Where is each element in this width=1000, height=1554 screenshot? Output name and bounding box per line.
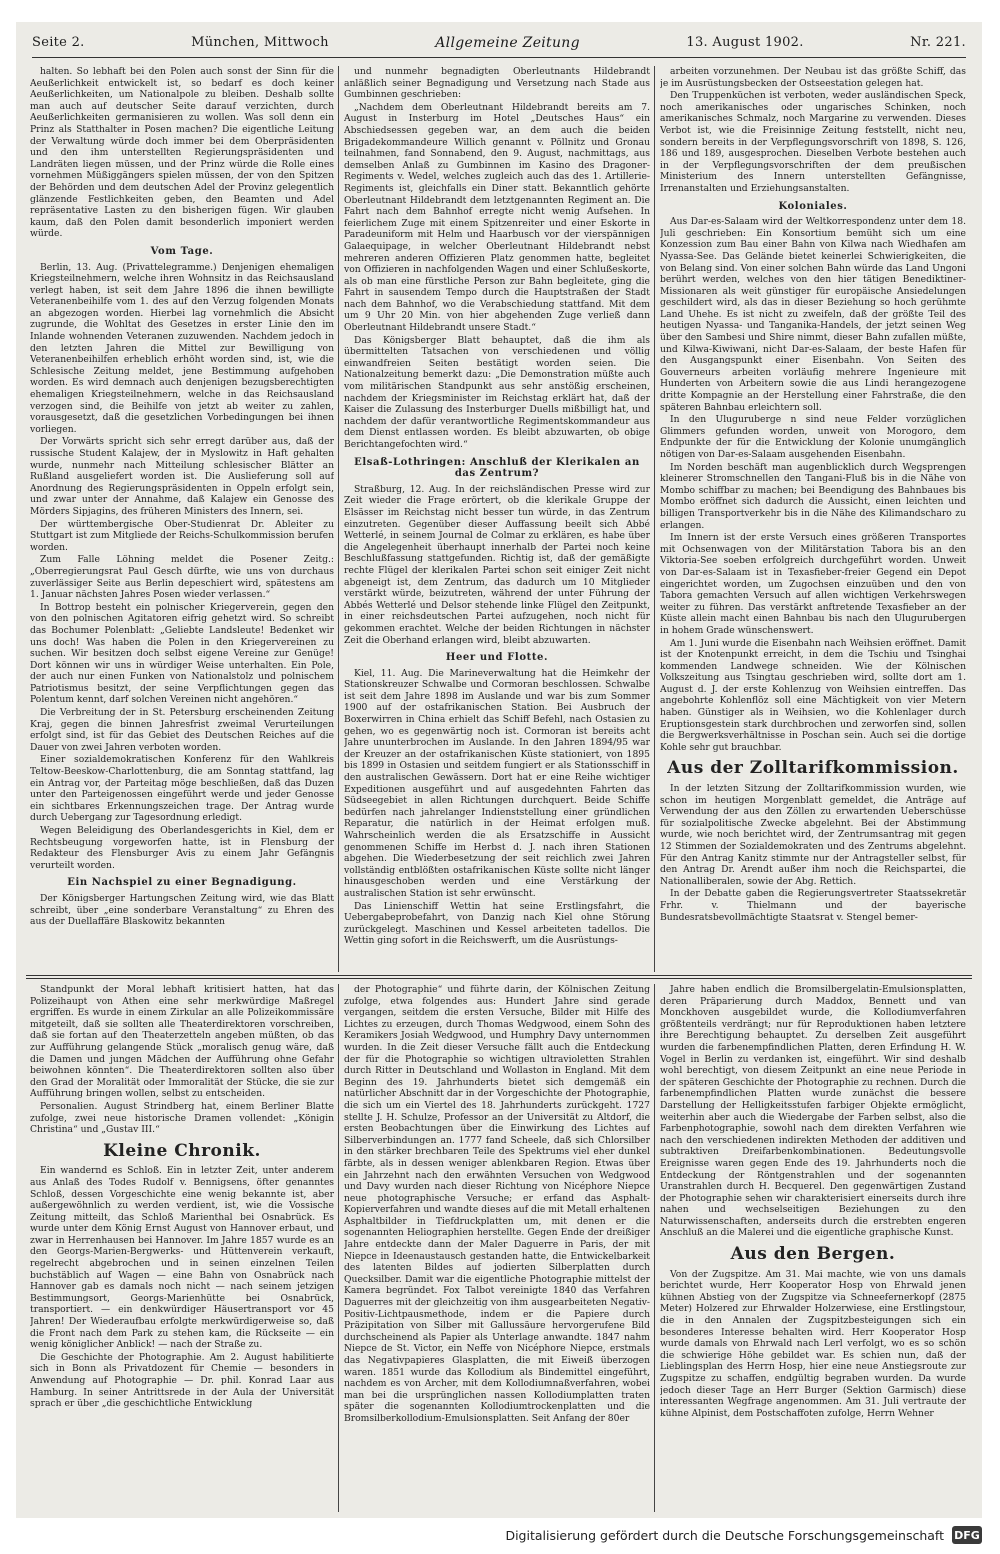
article-paragraph: Aus Dar-es-Salaam wird der Weltkorrespondenz unter dem 18. Juli geschrieben: Ein Konsortium bemüht sich um eine Konzession zum Bau einer Bahn von Kilwa nach Wiedhafen am Nyassa-See. Das Gelände bietet keinerlei Schwierigkeiten, die von Belang sind. Von einer solchen Bahn würde das Land Ungoni berührt werden, welches von den hier tätigen Benediktiner-Missionaren als weit günstiger für europäische Ansiedelungen geschildert wird, als das in dieser Beziehung so hoch gerühmte Land Uhehe. Es ist nicht zu zweifeln, daß der größte Teil des heutigen Nyassa- und Tanganika-Handels, der jetzt seinen Weg über den Sambesi und Shire nimmt, dieser Bahn zufallen müßte, und Kilwa-Kiwiwani, nicht Dar-es-Salaam, der beste Hafen für den Ausgangspunkt einer Eisenbahn. Von Seiten des Gouverneurs arbeiten vorläufig mehrere Ingenieure mit Hunderten von Arbeitern sowie die aus Lindi herangezogene dritte Kompagnie an der Herstellung einer Fahrstraße, die den späteren Bahnbau erleichtern soll. [660, 216, 966, 413]
section-heading: Koloniales. [778, 200, 848, 212]
column-divider [338, 984, 339, 1512]
article-paragraph: In der letzten Sitzung der Zolltarifkommission wurden, wie schon im heutigen Morgenblatt gemeldet, die Anträge auf Verwendung der aus den Zöllen zu erwartenden Ueberschüsse für sozialpolitische Zwecke abgelehnt. Bei der Abstimmung wurde, wie noch berichtet wird, der Zentrumsantrag mit gegen 12 Stimmen der Sozialdemokraten und des Zentrums abgelehnt. Für den Antrag Kanitz stimmte nur der Antragsteller selbst, für den Antrag Dr. Arendt außer ihm noch die Reichspartei, die Nationalliberalen, sowie der Abg. Rettich. [660, 783, 966, 887]
column-divider [654, 984, 655, 1512]
article-paragraph: Jahre haben endlich die Bromsilbergelatin-Emulsionsplatten, deren Präparierung durch Maddox, Bennett und van Monckhoven ausgebildet wurde, die Kollodiumverfahren größtenteils verdrängt; nur für Reproduktionen haben letztere ihre Berechtigung behauptet. Zu derselben Zeit ausgeführt wurden die farbenempfindlichen Platten, deren Erfindung H. W. Vogel in Berlin zu verdanken ist, eingeführt. Wir sind deshalb wohl berechtigt, von diesem Zeitpunkt an eine neue Periode in der späteren Geschichte der Photographie zu rechnen. Durch die farbenempfindlichen Platten wurde zunächst die bessere Darstellung der Helligkeitsstufen farbiger Objekte ermöglicht, weiterhin aber auch die Wiedergabe der Farben selbst, also die Farbenphotographie, sowohl nach dem direkten Verfahren wie nach den verschiedenen indirekten Methoden der additiven und subtraktiven Dreifarbenkombinationen. Bedeutungsvolle Ereignisse waren gegen Ende des 19. Jahrhunderts noch die Entdeckung der Röntgenstrahlen und der sogenannten Uranstrahlen durch H. Becquerel. Den gegenwärtigen Zustand der Photographie sehen wir charakterisiert einerseits durch ihre nahen und wechselseitigen Beziehungen zu den Naturwissenschaften, anderseits durch die erstrebten engeren Anschluß an die Malerei und die eigentliche graphische Kunst. [660, 984, 966, 1239]
page-header [32, 28, 966, 58]
place-date: München, Mittwoch [191, 35, 329, 50]
article-paragraph: Das Linienschiff Wettin hat seine Erstlingsfahrt, die Uebergabeprobefahrt, von Danzig nach Kiel ohne Störung zurückgelegt. Maschinen und Kessel arbeiteten tadellos. Die Wettin ging sofort in die Reichswerft, um die Ausrüstungs- [344, 900, 650, 947]
section-heading: Aus der Zolltarifkommission. [667, 758, 959, 779]
newspaper-page [16, 22, 982, 1518]
column-3 [660, 66, 966, 972]
issue-number: Nr. 221. [910, 35, 966, 50]
column-1 [30, 66, 334, 972]
article-paragraph: Der württembergische Ober-Studienrat Dr. Ableiter zu Stuttgart ist zum Mitgliede der Reichs-Schulkommission berufen worden. [30, 518, 334, 553]
newspaper-title: Allgemeine Zeitung [435, 34, 580, 51]
section-heading: Kleine Chronik. [103, 1140, 261, 1161]
section-heading: Heer und Flotte. [445, 652, 549, 664]
article-paragraph: Personalien. August Strindberg hat, einem Berliner Blatte zufolge, zwei neue historische Dramen vollendet: „Königin Christina“ und „Gustav III.“ [30, 1100, 334, 1136]
page-number: Seite 2. [32, 35, 85, 50]
article-paragraph: Standpunkt der Moral lebhaft kritisiert hatten, hat das Polizeihaupt von Athen eine sehr merkwürdige Maßregel ergriffen. Es wurde in einem Zirkular an alle Polizeikommissäre mitgeteilt, daß sie sollten alle Theaterdirektoren vorschreiben, daß sie fortan auf den Theaterzetteln angeben müßten, ob das zur Aufführung gelangende Stück „moralisch genug wäre, daß die Damen und jungen Mädchen der Aufführung ohne Gefahr beiwohnen könnten“. Die Theaterdirektoren sollten also über den Grad der Moralität oder Immoralität der Stücke, die sie zur Aufführung bringen wollen, selbst zu entscheiden. [30, 984, 334, 1100]
article-paragraph: Berlin, 13. Aug. (Privattelegramme.) Denjenigen ehemaligen Kriegsteilnehmern, welche ihren Wohnsitz in das Reichsausland verlegt haben, ist seit dem Jahre 1896 die ihnen bewilligte Veteranenbeihilfe vom 1. des auf den Verzug folgenden Monats an abgezogen worden. Hierbei lag vornehmlich die Absicht zugrunde, die Wohltat des Gesetzes in erster Linie den im Inlande wohnenden Veteranen zuzuwenden. Nachdem jedoch in den letzten Jahren die Mittel zur Bewilligung von Veteranenbeihilfen erheblich erhöht worden sind, ist, wie die Schlesische Zeitung meldet, jene Bestimmung aufgehoben worden. Es wird demnach auch denjenigen bezugsberechtigten ehemaligen Kriegsteilnehmern, welche in das Reichsausland verzogen sind, die Beihilfe von jetzt ab weiter zu zahlen, vorausgesetzt, daß die gesetzlichen Vorbedingungen bei ihnen vorliegen. [30, 261, 334, 435]
article-paragraph: Die Verbreitung der in St. Petersburg erscheinenden Zeitung Kraj, gegen die binnen Jahresfrist zweimal Verurteilungen erfolgt sind, ist für das Gebiet des Deutschen Reiches auf die Dauer von zwei Jahren verboten worden. [30, 707, 334, 753]
column-4 [30, 984, 334, 1512]
column-divider [654, 66, 655, 972]
credit-text: Digitalisierung gefördert durch die Deutsche Forschungsgemeinschaft [505, 1527, 944, 1543]
section-heading: Ein Nachspiel zu einer Begnadigung. [67, 877, 297, 889]
article-paragraph: Die Geschichte der Photographie. Am 2. August habilitierte sich in Bonn als Privatdozent für Chemie — besonders in Anwendung auf Photographie — Dr. phil. Konrad Laar aus Hamburg. In seiner Antrittsrede in der Aula der Universität sprach er über „die geschichtliche Entwicklung [30, 1351, 334, 1410]
section-heading: Aus den Bergen. [730, 1244, 896, 1265]
section-heading: Elsaß-Lothringen: Anschluß der Klerikalen an das Zentrum? [354, 456, 640, 480]
article-paragraph: Im Innern ist der erste Versuch eines größeren Transportes mit Ochsenwagen von der Militärstation Tabora bis an den Viktoria-See soeben erfolgreich durchgeführt worden. Unweit von Dar-es-Salaam ist in Texasfieber-freier Gegend ein Depot eingerichtet worden, um Zugochsen einzuüben und den von Tabora gemachten Versuch auf allen wichtigen Verkehrswegen weiter zu führen. Das verstärkt anftretende Texasfieber an der Küste allein macht einen Bahnbau bis nach den Ulugurubergen in hohem Grade wünschenswert. [660, 532, 966, 636]
column-5 [344, 984, 650, 1512]
section-heading: Vom Tage. [150, 245, 214, 257]
article-paragraph: Der Vorwärts spricht sich sehr erregt darüber aus, daß der russische Student Kalajew, der in Myslowitz in Haft gehalten wurde, nunmehr nach Mitteilung schlesischer Blätter an Rußland ausgeliefert worden ist. Die Auslieferung soll auf Anordnung des Regierungspräsidenten in Oppeln erfolgt sein, und zwar unter der Annahme, daß Kalajew ein Genosse des Mörders Sipjagins, des früheren Ministers des Innern, sei. [30, 436, 334, 517]
digitization-credit [505, 1526, 982, 1544]
article-paragraph: Ein wandernd es Schloß. Ein in letzter Zeit, unter anderem aus Anlaß des Todes Rudolf v. Bennigsens, öfter genanntes Schloß, dessen Vorgeschichte eine wenig bekannte ist, aber außergewöhnlich zu werden verdient, ist, wie die Vossische Zeitung mitteilt, das Schloß Marienthal bei Osnabrück. Es wurde unter dem König Ernst August von Hannover erbaut, und zwar in Herrenhausen bei Hannover. Im Jahre 1857 wurde es an den Georgs-Marien-Bergwerks- und Hüttenverein verkauft, regelrecht abgebrochen und in seinen einzelnen Teilen buchstäblich auf Wagen — eine Bahn von Osnabrück nach Hannover gab es damals noch nicht — nach seinem jetzigen Bestimmungsort, Georgs-Marienhütte bei Osnabrück, transportiert. — ein denkwürdiger Häusertransport vor 45 Jahren! Der Wiederaufbau erfolgte merkwürdigerweise so, daß die Front nach dem Park zu stehen kam, die Rückseite — ein wenig königlicher Anblick! — nach der Straße zu. [30, 1165, 334, 1351]
dfg-logo-icon: DFG [952, 1526, 982, 1544]
article-paragraph: Straßburg, 12. Aug. In der reichsländischen Presse wird zur Zeit wieder die Frage erörtert, ob die klerikale Gruppe der Elsässer im Reichstag nicht besser tun würde, in das Zentrum einzutreten. Gegenüber dieser Auffassung beeilt sich Abbé Wetterlé, in seinem Journal de Colmar zu erklären, es habe über die Angelegenheit überhaupt innerhalb der Partei noch keine Beschlußfassung stattgefunden. Richtig ist, daß der gemäßigte rechte Flügel der klerikalen Partei schon seit einiger Zeit nicht abgeneigt ist, dem Zentrum, das dadurch um 10 Mitglieder verstärkt würde, beizutreten, während der unter Führung der Abbés Wetterlé und Delsor stehende linke Flügel den Zeitpunkt, in einer reichsdeutschen Partei aufzugehen, noch nicht für gekommen erachtet. Welche der beiden Richtungen in nächster Zeit die Oberhand erlangen wird, bleibt abzuwarten. [344, 483, 650, 646]
column-2 [344, 66, 650, 972]
article-paragraph: Das Königsberger Blatt behauptet, daß die ihm als übermittelten Tatsachen von verschiedenen und völlig einwandfreien Seiten bestätigt worden seien. Die Nationalzeitung bemerkt dazu: „Die Demonstration müßte auch vom militärischen Standpunkt aus sehr anstößig erscheinen, nachdem der Kriegsminister im Reichstag erklärt hat, daß der Kaiser die Zulassung des Insterburger Duells mißbilligt hat, und nachdem der dafür verantwortliche Regimentskommandeur aus dem Dienst entlassen worden. Es bleibt abzuwarten, ob obige Berichtangefochten wird.“ [344, 334, 650, 450]
article-paragraph: Den Truppenküchen ist verboten, weder ausländischen Speck, noch amerikanisches oder ungarisches Schinken, noch amerikanisches Schmalz, noch Margarine zu verwenden. Dieses Verbot ist, wie die Freisinnige Zeitung feststellt, nicht neu, sondern bereits in der Verpflegungsvorschrift von 1898, S. 126, 186 und 189, ausgesprochen. Dieselben Verbote bestehen auch in der Verpflegungsvorschriften der dem preußischen Ministerium des Innern unterstellten Gefängnisse, Irrenanstalten und Erziehungsanstalten. [660, 90, 966, 194]
article-paragraph: Am 1. Juni wurde die Eisenbahn nach Weihsien eröffnet. Damit ist der Knotenpunkt erreicht, in dem die Tschiu und Tsinghai kommenden Landwege schneiden. Wie der Kölnischen Volkszeitung aus Tsingtau geschrieben wird, sollte dort am 1. August d. J. der erste Kohlenzug von Weihsien eintreffen. Das angebohrte Kohlenflöz soll eine Mächtigkeit von vier Metern haben. Günstiger als in Weihsien, wo die Kohlenlager durch Eruptionsgestein stark durchbrochen und zerworfen sind, sollen die Bergwerksverhältnisse in Poschan sein. Auch sei die dortige Kohle sehr gut brauchbar. [660, 637, 966, 753]
article-paragraph: Von der Zugspitze. Am 31. Mai machte, wie von uns damals berichtet wurde, Herr Kooperator Hosp von Ehrwald jenen kühnen Abstieg von der Zugspitze via Schneefernerkopf (2875 Meter) Holzered zur Ehrwalder Holzerwiese, eine Erstlingstour, die in den Annalen der Zugspitzbesteigungen sich ein besonderes Interesse behalten wird. Herr Kooperator Hosp wurde damals von Ehrwald nach Lerl verfolgt, wo es so schön die schwierige Höhe gebildet war. Es schien nun, daß der Lieblingsplan des Herrn Hosp, hier eine neue Anstiegsroute zur Zugspitze zu schaffen, endgültig begraben wurden. Da wurde jedoch dieser Tage an Herr Burger (Sektion Garmisch) diese interessanten Wegfrage angenommen. Am 31. Juli vertraute der kühne Alpinist, dem Postschaffoten zufolge, Herrn Wehner [660, 1268, 966, 1419]
column-divider [338, 66, 339, 972]
article-paragraph: In den Uluguruberge n sind neue Felder vorzüglichen Glimmers gefunden worden, unweit von Morogoro, dem Endpunkte der für die Entwicklung der Kolonie unumgänglich nötigen von Dar-es-Salaam ausgehenden Eisenbahn. [660, 414, 966, 460]
issue-date: 13. August 1902. [686, 35, 804, 50]
article-paragraph: Kiel, 11. Aug. Die Marineverwaltung hat die Heimkehr der Stationskreuzer Schwalbe und Cormoran beschlossen. Schwalbe ist seit dem Jahre 1898 im Auslande und war bis zum Sommer 1900 auf der ostafrikanischen Station. Bei Ausbruch der Boxerwirren in China erhielt das Schiff Befehl, nach Ostasien zu gehen, wo es gegenwärtig noch ist. Cormoran ist bereits acht Jahre ununterbrochen im Auslande. In den Jahren 1894/95 war der Kreuzer an der ostafrikanischen Küste stationiert, von 1895 bis 1899 in Ostasien und seitdem fungiert er als Stationsschiff in den australischen Gewässern. Dort hat er eine Reihe wichtiger Expeditionen ausgeführt und auf ausgedehnten Fahrten das Südseegebiet in allen Richtungen durchquert. Beide Schiffe bedürfen nach jahrelanger Indienststellung einer gründlichen Reparatur, die natürlich in der Heimat erfolgen muß. Wahrscheinlich werden die als Ersatzschiffe in Aussicht genommenen Schiffe im Herbst d. J. nach ihren Stationen abgehen. Die Wiederbesetzung der seit reichlich zwei Jahren vollständig entblößten ostafrikanischen Küste sollte nicht länger hinausgeschoben werden und eine Verstärkung der australischen Station ist sehr erwünscht. [344, 667, 650, 899]
article-paragraph: Im Norden beschäft man augenblicklich durch Wegsprengen kleinerer Stromschnellen den Tangani-Fluß bis in die Nähe von Mombo schiffbar zu machen; bei Beendigung des Bahnbaues bis Mombo eröffnet sich dadurch die Aussicht, einen leichten und billigen Transportverkehr bis in die Nähe des Kilimandscharo zu erlangen. [660, 461, 966, 531]
article-paragraph: In der Debatte gaben die Regierungsvertreter Staatssekretär Frhr. v. Thielmann und der bayerische Bundesratsbevollmächtigte Staatsrat v. Stengel bemer- [660, 888, 966, 923]
column-6 [660, 984, 966, 1512]
article-paragraph: Der Königsberger Hartungschen Zeitung wird, wie das Blatt schreibt, über „eine sonderbare Veranstaltung“ zu Ehren des aus der Duellaffäre Blaskowitz bekannten [30, 892, 334, 928]
article-paragraph: arbeiten vorzunehmen. Der Neubau ist das größte Schiff, das je im Ausrüstungsbecken der Ostseestation gelegen hat. [660, 66, 966, 89]
article-paragraph: Zum Falle Löhning meldet die Posener Zeitg.: „Oberregierungsrat Paul Gesch dürfte, wie uns von durchaus zuverlässiger Seite aus Berlin depeschiert wird, spätestens am 1. Januar nächsten Jahres Posen wieder verlassen.“ [30, 554, 334, 601]
section-divider [26, 975, 972, 979]
article-paragraph: und nunmehr begnadigten Oberleutnants Hildebrandt anläßlich seiner Begnadigung und Versetzung nach Stade aus Gumbinnen geschrieben: [344, 66, 650, 101]
article-paragraph: der Photographie“ und führte darin, der Kölnischen Zeitung zufolge, etwa folgendes aus: Hundert Jahre sind gerade vergangen, seitdem die ersten Versuche, Bilder mit Hilfe des Lichtes zu erzeugen, durch Thomas Wedgwood, einem Sohn des Keramikers Josiah Wedgwood, und Humphry Davy unternommen wurden. In die Zeit dieser Versuche fällt auch die Entdeckung der für die Photographie so wichtigen ultravioletten Strahlen durch Ritter in Deutschland und Wollaston in England. Mit dem Beginn des 19. Jahrhunderts bietet sich demgemäß ein natürlicher Abschnitt dar in der Vorgeschichte der Photographie, die sich um ein Viertel des 18. Jahrhunderts zurückgeht. 1727 stellte J. H. Schulze, Professor an der Universität zu Altdorf, die ersten Beobachtungen über die Einwirkung des Lichtes auf Silberverbindungen an. 1777 fand Scheele, daß sich Chlorsilber in den stärker brechbaren Teile des Spektrums viel eher dunkel färbte, als in dessen weniger ablenkbaren Region. Etwas über ein Jahrzehnt nach den erwähnten Versuchen von Wedgwood und Davy wurden nach dieser Richtung von Nicéphore Niepce neue photographische Versuche; er erfand das Asphalt-Kopierverfahren und wandte dieses auf die mit Metall erhaltenen Asphaltbilder in Tiefdruckplatten um, mit denen er die sogenannten Heliographien herstellte. Gegen Ende der dreißiger Jahre entdeckte dann der Maler Daguerre in Paris, der mit Niepce in Ideenaustausch gestanden hatte, die Entwickelbarkeit des latenten Bildes auf jodierten Silberplatten durch Quecksilber. Damit war die eigentliche Photographie mittelst der Kamera begründet. Fox Talbot vereinigte 1840 das Verfahren Daguerres mit der gleichzeitig von ihm ausgearbeiteten Negativ-Positiv-Lichtpausmethode, indem er die Papiere durch Präzipitation von Silber mit Gallussäure hervorgerufene Bild durchscheinend als Papier als Unterlage anwandte. 1847 nahm Niepce de St. Victor, ein Neffe von Nicéphore Niepce, erstmals das Negativpapieres Glasplatten, die mit Eiweiß überzogen waren. 1851 wurde das Kollodium als Bindemittel eingeführt, nachdem es von Archer, mit dem Kollodiumnaßverfahren, wobei man bei die ursprünglichen nassen Kollodiumplatten traten später die sogenannten Kollodiumtrockenplatten und die Bromsilberkollodium-Emulsionsplatten. Seit Anfang der 80er [344, 984, 650, 1424]
article-paragraph: Wegen Beleidigung des Oberlandesgerichts in Kiel, dem er Rechtsbeugung vorgeworfen hatte, ist in Flensburg der Redakteur des Flensburger Avis zu einem Jahr Gefängnis verurteilt worden. [30, 825, 334, 871]
article-paragraph: In Bottrop besteht ein polnischer Kriegerverein, gegen den von den polnischen Agitatoren eifrig gehetzt wird. So schreibt das Bochumer Polenblatt: „Geliebte Landsleute! Bedenket wir uns doch! Was haben die Polen in den Kriegervereinen zu suchen. Wir besitzen doch selbst eigene Vereine zur Genüge! Dort können wir uns in würdiger Weise unterhalten. Ein Pole, der auch nur einen Funken von Nationalstolz und polnischem Patriotismus besitzt, der seine Verpflichtungen gegen das Polentum kennt, darf solchen Vereinen nicht angehören.“ [30, 601, 334, 706]
article-paragraph: Einer sozialdemokratischen Konferenz für den Wahlkreis Teltow-Beeskow-Charlottenburg, die am Sonntag stattfand, lag ein Antrag vor, der Parteitag möge beschließen, daß das Duzen unter den Parteigenossen eingeführt werde und jeder Genosse ein sichtbares Erkennungszeichen trage. Der Antrag wurde durch Uebergang zur Tagesordnung erledigt. [30, 754, 334, 824]
article-paragraph: „Nachdem dem Oberleutnant Hildebrandt bereits am 7. August in Insterburg im Hotel „Deutsches Haus“ ein Abschiedsessen gegeben war, an dem auch die beiden Brigadekommandeure Willich genannt v. Pöllnitz und Gronau teilnahmen, fand Sonnabend, den 9. August, nachmittags, aus demselben Anlaß zu Gumbinnen im Kasino des Dragoner-Regiments v. Wedel, welches zugleich auch das des 1. Artillerie-Regiments ist, gleichfalls ein Diner statt. Bekanntlich gehörte Oberleutnant Hildebrandt dem letztgenannten Regiment an. Die Fahrt nach dem Bahnhof erregte nicht wenig Aufsehen. In feierlichem Zuge mit einem Spitzenreiter und einer Eskorte in Paradeuniform mit Helm und Haarbusch vor der vierspännigen Galaequipage, in welcher Oberleutnant Hildebrandt nebst mehreren anderen Offizieren Platz genommen hatte, begleitet von Offizieren in nachfolgenden Wagen und einer Schlußeskorte, als ob man eine fürstliche Person zur Bahn begleitete, ging die Fahrt in sausendem Tempo durch die Hauptstraßen der Stadt nach dem Bahnhof, wo die Verabschiedung stattfand. Mit dem um 9 Uhr 20 Min. von hier abgehenden Zuge verließ dann Oberleutnant Hildebrandt unsere Stadt.“ [344, 101, 650, 334]
article-paragraph: halten. So lebhaft bei den Polen auch sonst der Sinn für die Aeußerlichkeit entwickelt ist, so bedarf es doch keiner Aeußerlichkeiten, um Nationalpole zu bleiben. Deshalb sollte man auch auf deutscher Seite darauf verzichten, durch Aeußerlichkeiten germanisieren zu wollen. Was soll denn ein Prinz als Statthalter in Posen machen? Die eigentliche Leitung der Verwaltung würde doch immer bei dem Oberpräsidenten und den ihm unterstellten Regierungspräsidenten und Landräten liegen müssen, und der Prinz würde die Rolle eines vornehmen Müßiggängers spielen müssen, der von den Spitzen der Behörden und dem deutschen Adel der Provinz gelegentlich glänzende Festlichkeiten geben, den Beamten und Adel repräsentative Lasten zu den bisherigen fügen. Wir glauben kaum, daß den Polen damit besonderlich imponiert werden würde. [30, 66, 334, 240]
